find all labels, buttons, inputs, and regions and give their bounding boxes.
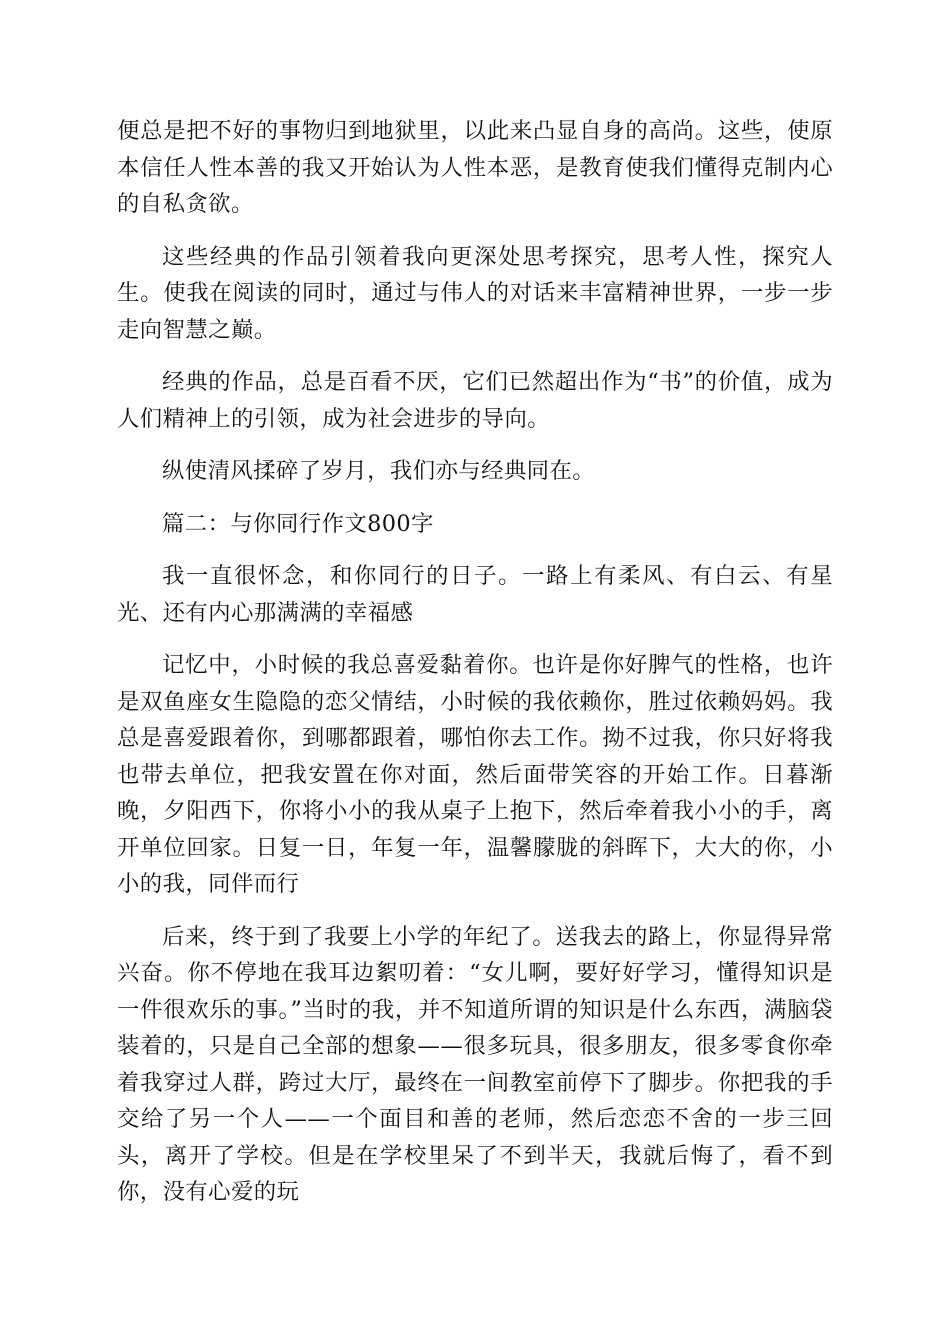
document-body — [117, 113, 833, 1227]
section-heading: 篇二：与你同行作文800字 — [162, 510, 434, 537]
paragraph: 记忆中，小时候的我总喜爱黏着你。也许是你好脾气的性格，也许是双鱼座女生隐隐的恋父情结，小时候的我依赖你，胜过依赖妈妈。我总是喜爱跟着你，到哪都跟着，哪怕你去工作。拗不过我，你只好将我也带去单位，把我安置在你对面，然后面带笑容的开始工作。日暮渐晚，夕阳西下，你将小小的我从桌子上抱下，然后牵着我小小的手，离开单位回家。日复一日，年复一年，温馨朦胧的斜晖下，大大的你，小小的我，同伴而行 — [117, 652, 833, 897]
paragraph: 后来，终于到了我要上小学的年纪了。送我去的路上，你显得异常兴奋。你不停地在我耳边絮叨着：“女儿啊，要好好学习，懂得知识是一件很欢乐的事。”当时的我，并不知道所谓的知识是什么东西，满脑袋装着的，只是自己全部的想象——很多玩具，很多朋友，很多零食你牵着我穿过人群，跨过大厅，最终在一间教室前停下了脚步。你把我的手交给了另一个人——一个面目和善的老师，然后恋恋不舍的一步三回头，离开了学校。但是在学校里呆了不到半天，我就后悔了，看不到你，没有心爱的玩 — [117, 923, 833, 1205]
paragraph: 经典的作品，总是百看不厌，它们已然超出作为“书”的价值，成为人们精神上的引领，成为社会进步的导向。 — [117, 369, 833, 432]
paragraph: 这些经典的作品引领着我向更深处思考探究，思考人性，探究人生。使我在阅读的同时，通过与伟人的对话来丰富精神世界，一步一步走向智慧之巅。 — [117, 243, 833, 343]
paragraph: 我一直很怀念，和你同行的日子。一路上有柔风、有白云、有星光、还有内心那满满的幸福感 — [117, 563, 833, 626]
paragraph: 纵使清风揉碎了岁月，我们亦与经典同在。 — [162, 458, 596, 484]
paragraph-continued: 便总是把不好的事物归到地狱里，以此来凸显自身的高尚。这些，使原本信任人性本善的我又开始认为人性本恶，是教育使我们懂得克制内心的自私贪欲。 — [117, 118, 833, 217]
